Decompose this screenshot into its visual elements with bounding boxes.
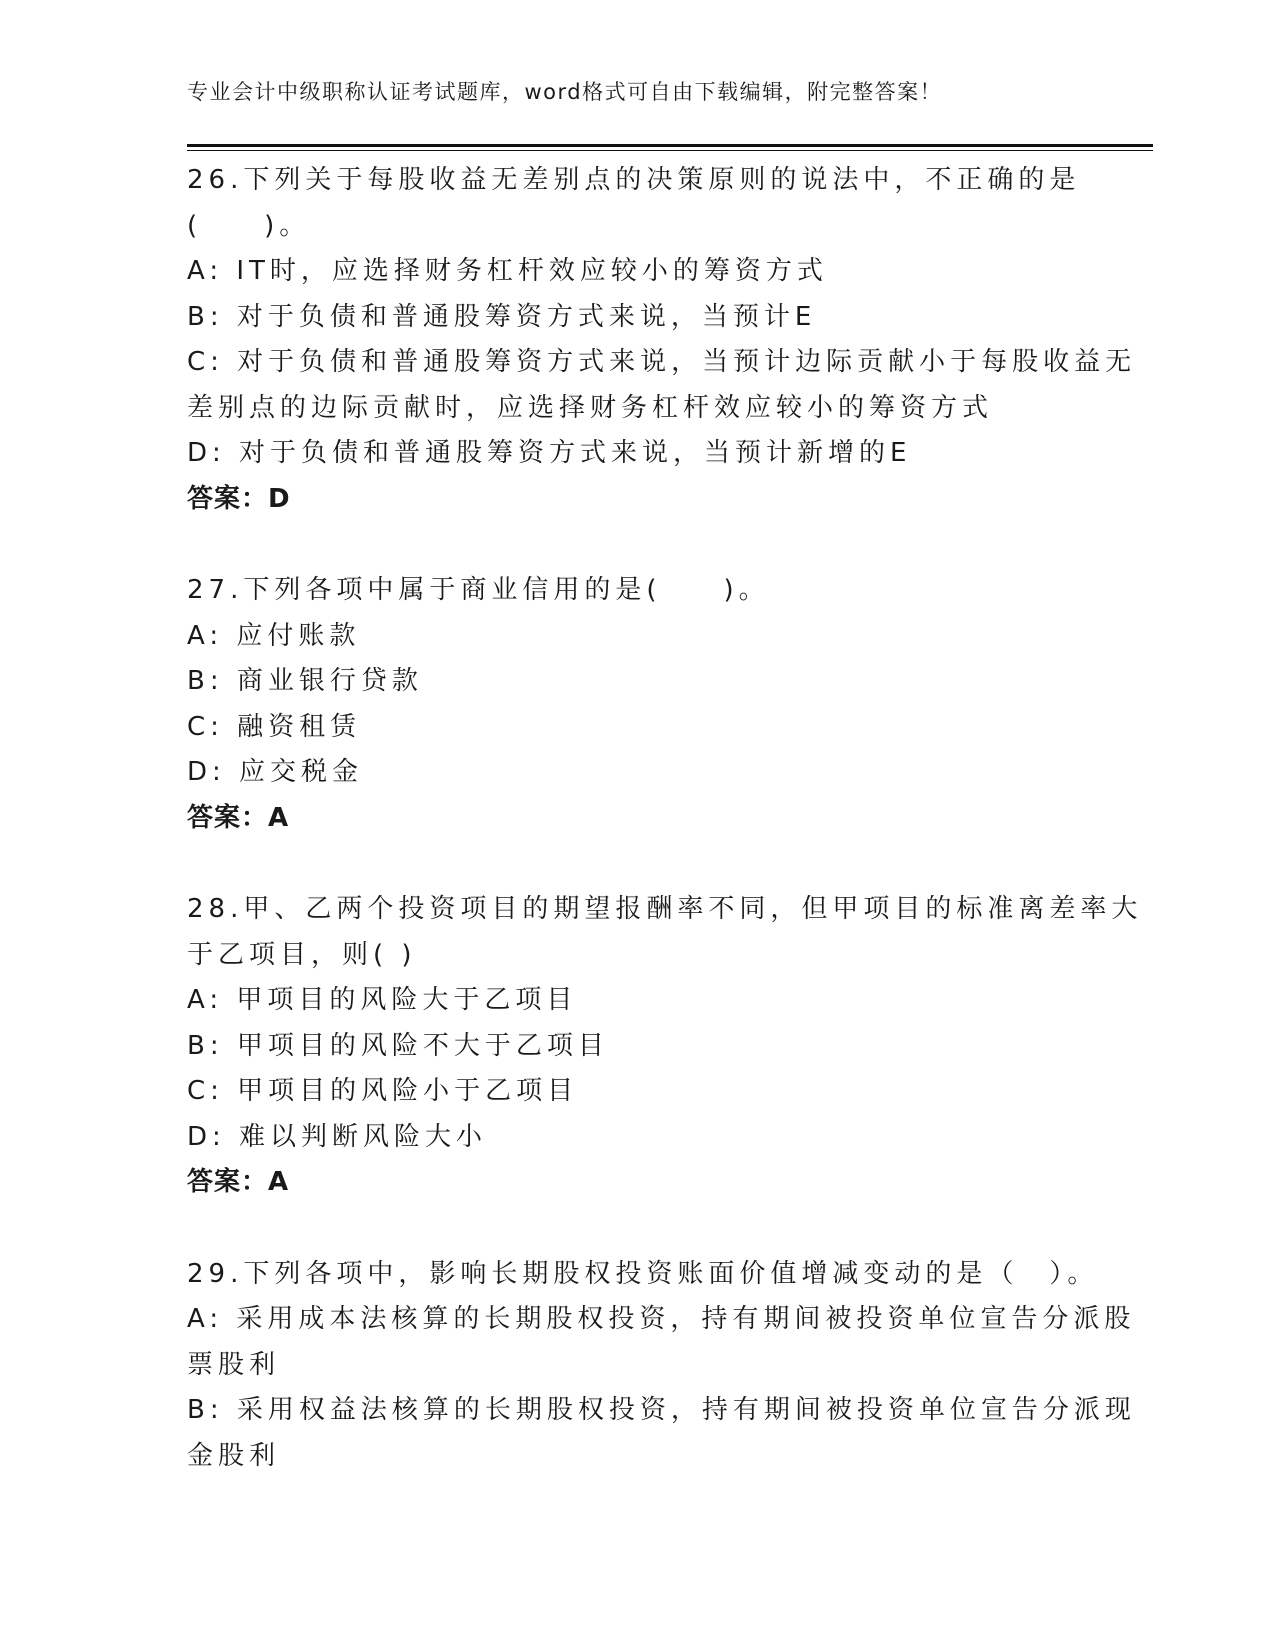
answer-option: B: 采用权益法核算的长期股权投资，持有期间被投资单位宣告分派现 bbox=[187, 1395, 1136, 1425]
question-block bbox=[187, 158, 1137, 522]
answer-option: C: 甲项目的风险小于乙项目 bbox=[187, 1076, 579, 1106]
answer-option: A: 应付账款 bbox=[187, 620, 361, 651]
answer-option: A: IT时，应选择财务杠杆效应较小的筹资方式 bbox=[187, 256, 828, 286]
answer-option: 票股利 bbox=[187, 1349, 281, 1380]
answer-option: D: 对于负债和普通股筹资方式来说，当预计新增的E bbox=[187, 438, 912, 468]
question-spacer bbox=[187, 522, 1087, 568]
answer-option: B: 甲项目的风险不大于乙项目 bbox=[187, 1030, 609, 1061]
header-rule-thin bbox=[187, 150, 1153, 151]
answer-key: 答案：D bbox=[187, 483, 291, 514]
answer-key: 答案：A bbox=[187, 1167, 290, 1197]
header-rule-thick bbox=[187, 144, 1153, 147]
question-stem: 26.下列关于每股收益无差别点的决策原则的说法中，不正确的是 bbox=[187, 165, 1081, 195]
question-stem: 27.下列各项中属于商业信用的是( )。 bbox=[187, 575, 770, 605]
answer-option: 差别点的边际贡献时，应选择财务杠杆效应较小的筹资方式 bbox=[187, 392, 994, 423]
header-text: 专业会计中级职称认证考试题库，word格式可自由下载编辑，附完整答案！ bbox=[187, 80, 943, 104]
question-spacer bbox=[187, 1206, 1087, 1252]
answer-option: 金股利 bbox=[187, 1440, 281, 1471]
question-block bbox=[187, 1252, 1136, 1480]
answer-option: A: 甲项目的风险大于乙项目 bbox=[187, 985, 578, 1015]
answer-option: B: 对于负债和普通股筹资方式来说，当预计E bbox=[187, 301, 817, 332]
question-stem: 29.下列各项中，影响长期股权投资账面价值增减变动的是（ ）。 bbox=[187, 1258, 1099, 1289]
answer-option: C: 融资租赁 bbox=[187, 711, 362, 742]
answer-option: B: 商业银行贷款 bbox=[187, 666, 423, 696]
question-stem: ( )。 bbox=[187, 210, 311, 241]
question-block bbox=[187, 568, 1087, 841]
answer-option: D: 难以判断风险大小 bbox=[187, 1121, 488, 1152]
question-stem: 于乙项目，则( ) bbox=[187, 939, 417, 970]
question-spacer bbox=[187, 841, 1087, 887]
question-block bbox=[187, 887, 1143, 1206]
answer-option: D: 应交税金 bbox=[187, 757, 364, 787]
question-list bbox=[187, 158, 1143, 1479]
answer-key: 答案：A bbox=[187, 802, 290, 833]
question-stem: 28.甲、乙两个投资项目的期望报酬率不同，但甲项目的标准离差率大 bbox=[187, 894, 1143, 924]
answer-option: C: 对于负债和普通股筹资方式来说，当预计边际贡献小于每股收益无 bbox=[187, 347, 1137, 377]
answer-option: A: 采用成本法核算的长期股权投资，持有期间被投资单位宣告分派股 bbox=[187, 1304, 1136, 1334]
